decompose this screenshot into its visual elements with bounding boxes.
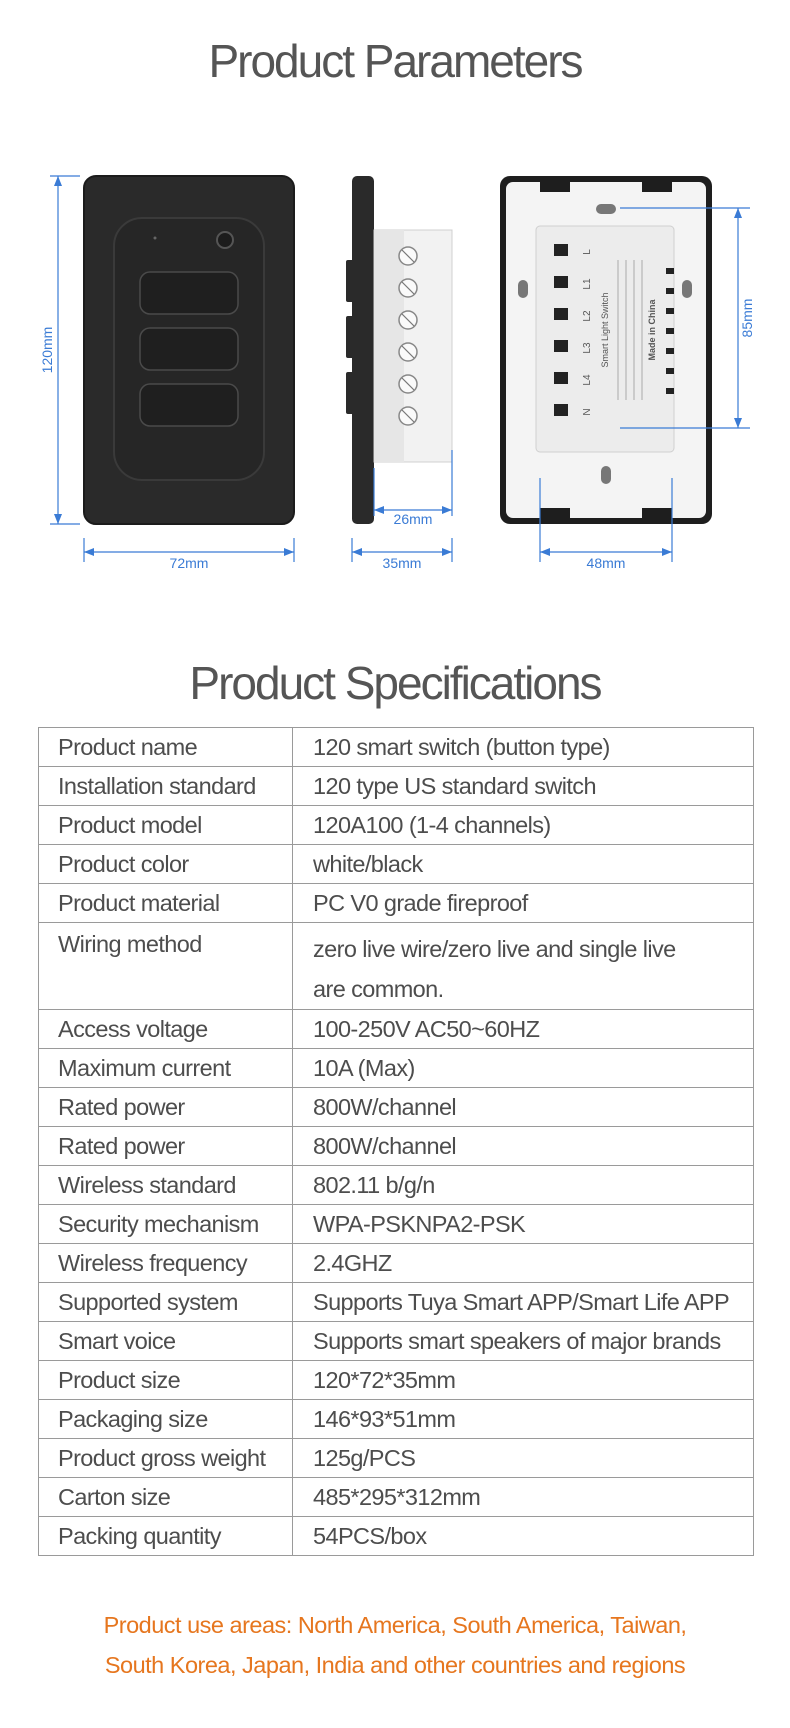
spec-value: white/black (293, 845, 754, 884)
spec-key: Installation standard (39, 767, 293, 806)
spec-value (293, 923, 754, 1010)
back-width-label: 48mm (586, 555, 626, 571)
table-row (39, 1478, 754, 1517)
spec-value: 120 smart switch (button type) (293, 728, 754, 767)
terminal-label: L3 (582, 342, 593, 354)
spec-key: Product color (39, 845, 293, 884)
spec-value: 802.11 b/g/n (293, 1166, 754, 1205)
spec-key: Product gross weight (39, 1439, 293, 1478)
table-row (39, 1049, 754, 1088)
spec-key: Carton size (39, 1478, 293, 1517)
front-width-label: 72mm (169, 555, 209, 571)
spec-key: Packing quantity (39, 1517, 293, 1556)
table-row (39, 1361, 754, 1400)
table-row (39, 1127, 754, 1166)
table-row (39, 923, 754, 1010)
spec-value: 120*72*35mm (293, 1361, 754, 1400)
spec-key: Maximum current (39, 1049, 293, 1088)
page-title-specifications: Product Specifications (189, 657, 601, 709)
table-row (39, 1322, 754, 1361)
table-row (39, 1166, 754, 1205)
spec-key: Product material (39, 884, 293, 923)
side-view (346, 176, 452, 571)
usage-areas-note (0, 1605, 790, 1685)
spec-value: 120A100 (1-4 channels) (293, 806, 754, 845)
table-row (39, 845, 754, 884)
table-row (39, 1439, 754, 1478)
spec-key: Smart voice (39, 1322, 293, 1361)
module-title: Smart Light Switch (600, 292, 610, 368)
spec-key: Wireless frequency (39, 1244, 293, 1283)
spec-key: Product name (39, 728, 293, 767)
table-row (39, 1244, 754, 1283)
terminal-label: L1 (582, 278, 593, 290)
spec-key: Security mechanism (39, 1205, 293, 1244)
terminal-label: N (582, 408, 593, 416)
spec-key: Packaging size (39, 1400, 293, 1439)
usage-areas-line: South Korea, Japan, India and other countries and regions (104, 1652, 686, 1678)
spec-value: 146*93*51mm (293, 1400, 754, 1439)
table-row (39, 728, 754, 767)
table-row (39, 806, 754, 845)
spec-key: Rated power (39, 1088, 293, 1127)
spec-table (38, 727, 754, 1556)
spec-value: 800W/channel (293, 1127, 754, 1166)
table-row (39, 1010, 754, 1049)
terminal-label: L4 (582, 374, 593, 386)
spec-value-line: zero live wire/zero live and single live (313, 936, 676, 962)
spec-value: 800W/channel (293, 1088, 754, 1127)
spec-value: 10A (Max) (293, 1049, 754, 1088)
front-view (39, 176, 294, 571)
terminal-label: L (582, 249, 593, 255)
page-title-parameters: Product Parameters (208, 35, 582, 87)
spec-value: 54PCS/box (293, 1517, 754, 1556)
module-origin: Made in China (647, 299, 657, 361)
product-dimension-figure (0, 160, 790, 580)
spec-key: Wiring method (39, 923, 293, 1010)
table-row (39, 884, 754, 923)
table-row (39, 1088, 754, 1127)
side-width-label: 35mm (382, 555, 422, 571)
spec-key: Access voltage (39, 1010, 293, 1049)
table-row (39, 1517, 754, 1556)
spec-value: 120 type US standard switch (293, 767, 754, 806)
table-row (39, 767, 754, 806)
spec-value: WPA-PSKNPA2-PSK (293, 1205, 754, 1244)
table-row (39, 1205, 754, 1244)
spec-key: Rated power (39, 1127, 293, 1166)
table-row (39, 1283, 754, 1322)
spec-value: 100-250V AC50~60HZ (293, 1010, 754, 1049)
spec-value: Supports Tuya Smart APP/Smart Life APP (293, 1283, 754, 1322)
spec-value: PC V0 grade fireproof (293, 884, 754, 923)
usage-areas-line: Product use areas: North America, South America, Taiwan, (103, 1612, 687, 1638)
back-view (500, 176, 755, 571)
spec-value: 125g/PCS (293, 1439, 754, 1478)
spec-key: Wireless standard (39, 1166, 293, 1205)
spec-value: Supports smart speakers of major brands (293, 1322, 754, 1361)
side-inner-label: 26mm (393, 511, 433, 527)
spec-value: 485*295*312mm (293, 1478, 754, 1517)
front-height-label: 120mm (39, 326, 55, 374)
spec-key: Product model (39, 806, 293, 845)
spec-value: 2.4GHZ (293, 1244, 754, 1283)
back-height-label: 85mm (739, 298, 755, 338)
spec-key: Supported system (39, 1283, 293, 1322)
spec-key: Product size (39, 1361, 293, 1400)
terminal-label: L2 (582, 310, 593, 322)
table-row (39, 1400, 754, 1439)
spec-value-line: are common. (313, 976, 444, 1002)
